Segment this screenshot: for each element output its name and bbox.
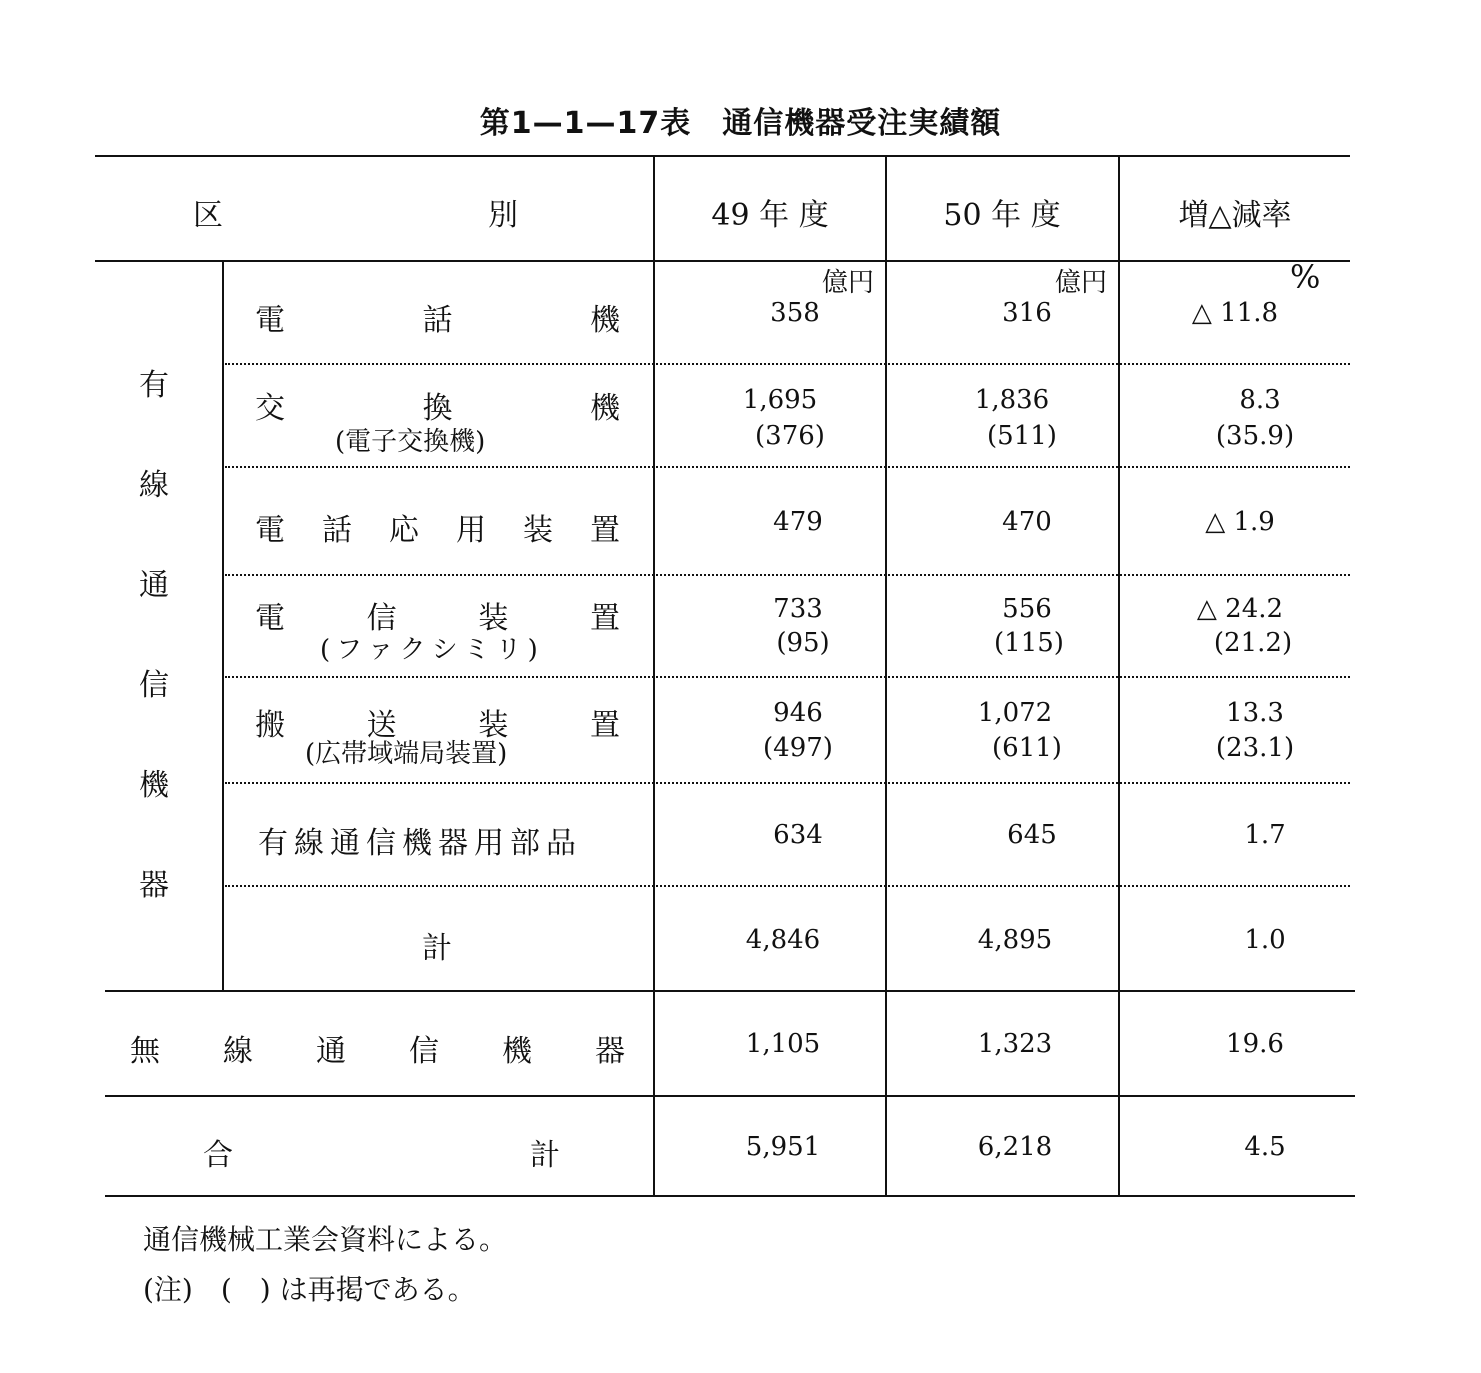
row-name-char: 機 bbox=[590, 303, 620, 338]
rule-wired-bottom bbox=[105, 990, 1355, 992]
value-rate: 13.3 bbox=[1226, 698, 1284, 728]
header-fy50: 50 年 度 bbox=[943, 198, 1061, 233]
value-fy49: 1,105 bbox=[745, 1029, 821, 1059]
value-fy50: 316 bbox=[1002, 298, 1052, 328]
header-fy49: 49 年 度 bbox=[711, 198, 829, 233]
value-rate: △ 24.2 bbox=[1196, 594, 1284, 624]
value-rate: 1.7 bbox=[1244, 820, 1286, 850]
rule-header-bottom bbox=[95, 260, 1350, 262]
row-name-char: 器 bbox=[595, 1034, 625, 1069]
row-subname: (ファクシミリ) bbox=[320, 635, 544, 665]
value-rate: 19.6 bbox=[1226, 1029, 1284, 1059]
row-name-char: 無 bbox=[130, 1034, 160, 1069]
group-label-char: 通 bbox=[139, 568, 169, 603]
row-name-char: 装 bbox=[478, 708, 509, 743]
row-name-char: 機 bbox=[590, 391, 620, 426]
row-subname: (電子交換機) bbox=[335, 427, 486, 457]
row-name-telephone-application-equipment bbox=[255, 505, 620, 549]
row-name-char: 電 bbox=[255, 513, 285, 548]
value-fy49: 358 bbox=[770, 298, 820, 328]
row-name-char: 交 bbox=[255, 391, 285, 426]
table-title: 第1—1—17表 通信機器受注実績額 bbox=[479, 106, 1002, 141]
row-subname: (広帯域端局装置) bbox=[305, 739, 508, 769]
value-fy50-sub: (511) bbox=[987, 421, 1057, 451]
row-name-char: 装 bbox=[523, 513, 553, 548]
value-fy50: 1,323 bbox=[977, 1029, 1053, 1059]
source-note: 通信機械工業会資料による。 bbox=[143, 1223, 508, 1256]
value-fy50: 1,072 bbox=[977, 698, 1053, 728]
value-fy50: 556 bbox=[1002, 594, 1052, 624]
row-name-char: 換 bbox=[422, 391, 453, 426]
header-category-left: 区 bbox=[193, 198, 223, 233]
value-fy49: 5,951 bbox=[745, 1132, 821, 1162]
value-rate: 4.5 bbox=[1244, 1132, 1286, 1162]
row-name-char: 装 bbox=[478, 601, 509, 636]
row-name-char: 話 bbox=[322, 513, 352, 548]
rule-row-3 bbox=[225, 574, 1350, 576]
row-name-wired-equipment-parts: 有線通信機器用部品 bbox=[258, 826, 582, 861]
value-rate: 8.3 bbox=[1239, 385, 1281, 415]
rule-top bbox=[95, 155, 1350, 157]
group-label-char: 有 bbox=[139, 368, 169, 403]
group-label-char: 信 bbox=[139, 668, 169, 703]
row-name-char: 信 bbox=[366, 601, 397, 636]
rule-wireless-bottom bbox=[105, 1095, 1355, 1097]
value-fy49: 479 bbox=[773, 507, 823, 537]
value-fy49: 733 bbox=[773, 594, 823, 624]
value-rate: 1.0 bbox=[1244, 925, 1286, 955]
row-name-char: 置 bbox=[589, 708, 620, 743]
unit-rate: % bbox=[1290, 258, 1321, 296]
value-fy49: 1,695 bbox=[742, 385, 818, 415]
value-rate-sub: (35.9) bbox=[1215, 421, 1295, 451]
header-change-rate: 増△減率 bbox=[1178, 198, 1292, 233]
row-name-total-right: 計 bbox=[530, 1138, 560, 1173]
row-name-char: 電 bbox=[255, 601, 285, 636]
value-fy50-sub: (611) bbox=[992, 733, 1062, 763]
col-divider-1 bbox=[653, 155, 655, 1195]
rule-row-5 bbox=[225, 782, 1350, 784]
row-name-char: 話 bbox=[422, 303, 453, 338]
header-category-right: 別 bbox=[488, 198, 518, 233]
value-fy49: 4,846 bbox=[745, 925, 821, 955]
rule-row-2 bbox=[225, 466, 1350, 468]
value-fy49-sub: (95) bbox=[776, 628, 830, 658]
rule-row-6 bbox=[225, 885, 1350, 887]
value-fy50: 470 bbox=[1002, 507, 1052, 537]
value-rate: △ 1.9 bbox=[1205, 507, 1275, 537]
value-fy49: 946 bbox=[773, 698, 823, 728]
row-name-telephone bbox=[255, 295, 620, 339]
value-fy49-sub: (376) bbox=[755, 421, 825, 451]
value-fy49: 634 bbox=[773, 820, 823, 850]
value-fy49-sub: (497) bbox=[763, 733, 833, 763]
value-fy50: 6,218 bbox=[977, 1132, 1053, 1162]
row-name-char: 電 bbox=[255, 303, 285, 338]
row-name-char: 通 bbox=[316, 1034, 346, 1069]
value-rate: △ 11.8 bbox=[1191, 298, 1279, 328]
group-divider bbox=[222, 260, 224, 990]
value-rate-sub: (21.2) bbox=[1213, 628, 1293, 658]
row-name-char: 応 bbox=[389, 513, 419, 548]
row-name-wireless-equipment bbox=[130, 1026, 625, 1070]
footnote: (注) ( ) は再掲である。 bbox=[143, 1273, 476, 1306]
group-label-char: 線 bbox=[139, 468, 169, 503]
group-label-char: 機 bbox=[139, 768, 169, 803]
rule-row-1 bbox=[225, 363, 1350, 365]
rule-bottom bbox=[105, 1195, 1355, 1197]
row-name-char: 線 bbox=[223, 1034, 253, 1069]
unit-fy50: 億円 bbox=[1055, 268, 1108, 298]
group-label-char: 器 bbox=[139, 868, 169, 903]
row-name-total-left: 合 bbox=[203, 1138, 233, 1173]
row-name-char: 機 bbox=[502, 1034, 532, 1069]
value-fy50-sub: (115) bbox=[994, 628, 1064, 658]
row-name-char: 信 bbox=[409, 1034, 439, 1069]
row-name-char: 送 bbox=[366, 708, 397, 743]
row-name-char: 用 bbox=[456, 513, 486, 548]
value-rate-sub: (23.1) bbox=[1215, 733, 1295, 763]
unit-fy49: 億円 bbox=[822, 268, 875, 298]
row-name-char: 置 bbox=[589, 601, 620, 636]
rule-row-4 bbox=[225, 676, 1350, 678]
value-fy50: 1,836 bbox=[974, 385, 1050, 415]
row-name-char: 搬 bbox=[255, 708, 285, 743]
row-name-char: 置 bbox=[590, 513, 620, 548]
value-fy50: 645 bbox=[1007, 820, 1057, 850]
row-name-subtotal: 計 bbox=[422, 931, 452, 966]
value-fy50: 4,895 bbox=[977, 925, 1053, 955]
